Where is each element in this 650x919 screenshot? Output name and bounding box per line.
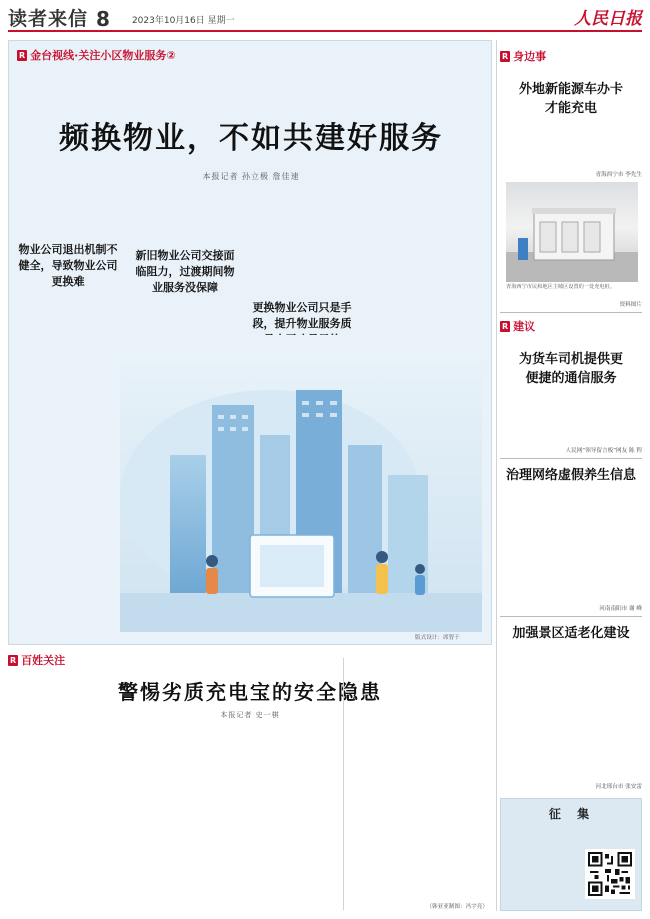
story2-sign: 人民网“领导留言板”网友 陈 程: [565, 448, 642, 454]
bottom-byline: 本报记者 史一棋: [220, 711, 280, 719]
story4-sign: 河北邢台市 张安雷: [595, 784, 642, 790]
notice-contact: [507, 855, 581, 903]
paper-logo: 人民日报: [574, 9, 642, 29]
column-divider: [496, 40, 497, 911]
feature-column-label: 金台视线·关注小区物业服务②: [30, 49, 176, 62]
story1-text: [504, 126, 638, 166]
section-jianyi: [500, 318, 642, 334]
masthead: [8, 6, 642, 32]
column-divider: [343, 658, 344, 910]
bottom-text-col1: [10, 730, 114, 910]
section-label-1: 身边事: [513, 50, 547, 63]
feature-text-col2b: [130, 300, 238, 335]
page-number: 8: [96, 7, 110, 31]
story2-headline: 为货车司机提供更便捷的通信服务: [518, 352, 623, 386]
story3-headline: 治理网络虚假养生信息: [505, 468, 636, 483]
notice-text: [507, 825, 637, 847]
notice-box: [500, 798, 642, 911]
bottom-headline: 警惕劣质充电宝的安全隐患: [118, 680, 382, 704]
section-title-1: [500, 48, 642, 64]
story4-text: [504, 652, 638, 778]
story3-sign: 河南南阳市 谢 峰: [599, 606, 642, 612]
feature-text-col2: [130, 152, 238, 244]
section-tag-icon: R: [502, 321, 509, 331]
charging-station-photo: [506, 182, 638, 282]
divider: [500, 458, 642, 459]
feature-text-col1: [14, 152, 122, 240]
bottom-text-col2: [122, 730, 226, 910]
photo-caption: 青海西宁市民和地区主城区设置的一处充电桩。: [506, 284, 615, 290]
feature-text-col1b: [14, 292, 122, 640]
column-tag-icon: R: [10, 655, 17, 665]
story1-sign: 青海西宁市 李先生: [595, 172, 642, 178]
section-label-2: 建议: [513, 320, 536, 333]
column-tag-icon: R: [19, 50, 26, 60]
feature-subhead-1: 物业公司退出机制不健全，导致物业公司更换难: [18, 243, 118, 288]
feature-headline: 频换物业，不如共建好服务: [59, 121, 443, 156]
feature-subhead-3: 更换物业公司只是手段，提升物业服务质: [252, 301, 352, 330]
bottom-column-label: 百姓关注: [21, 654, 66, 667]
story3-text: [504, 490, 638, 600]
story4-headline: 加强景区适老化建设: [512, 626, 630, 641]
illustration-credit: 版式设计：席智千: [415, 635, 460, 641]
story2-text: [504, 400, 638, 444]
feature-text-col3: [246, 152, 356, 302]
feature-text-col3b: [364, 152, 484, 335]
section-title: 读者来信: [8, 8, 89, 30]
bottom-text-col3: [234, 730, 338, 910]
feature-subhead-2: 新旧物业公司交接面临阻力，过渡期间物业服务没保障: [135, 249, 235, 294]
issue-date: 2023年10月16日 星期一: [131, 16, 235, 26]
section-title-2: [500, 318, 642, 334]
divider: [500, 616, 642, 617]
bottom-end-note: （韩亚亚制图：冯宇亮）: [426, 904, 488, 910]
feature-column-title: [17, 47, 176, 63]
feature-byline: 本报记者 孙立极 詹佳速: [202, 172, 300, 181]
bottom-column-title: [8, 652, 65, 668]
photo-credit: 资料图片: [619, 302, 642, 308]
bottom-text-col4: [348, 658, 488, 898]
section-shenbianshi: [500, 48, 642, 64]
qr-code-icon[interactable]: [585, 849, 635, 899]
section-tag-icon: R: [502, 51, 509, 61]
story1-headline: 外地新能源车办卡才能充电: [518, 82, 623, 116]
city-illustration: [120, 335, 482, 632]
notice-title: 征 集: [548, 807, 596, 821]
divider: [500, 312, 642, 313]
